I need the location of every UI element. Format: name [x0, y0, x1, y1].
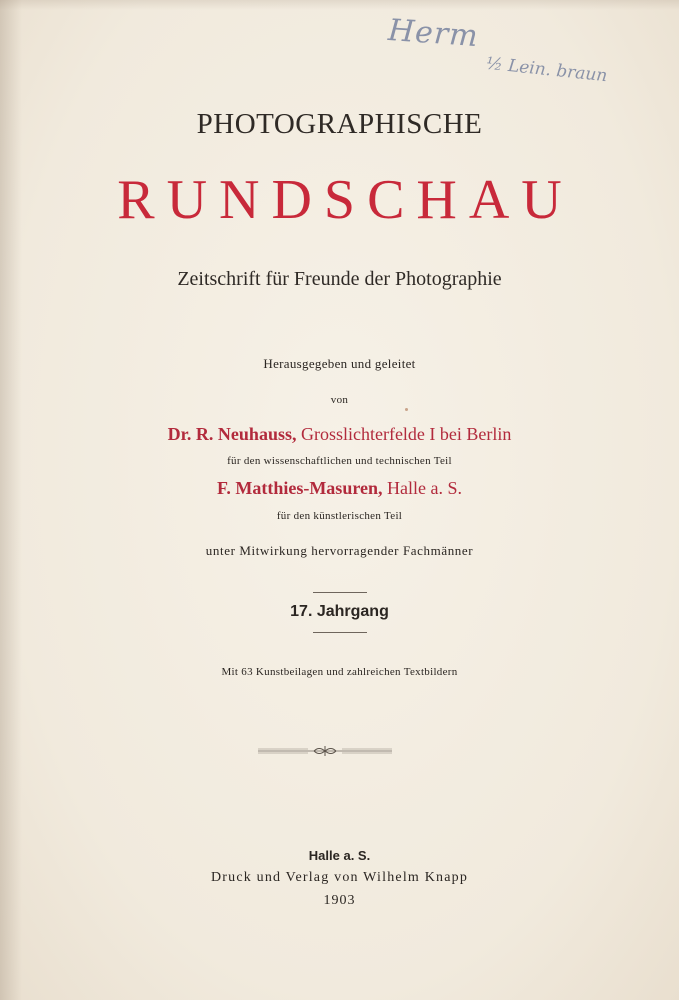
- editor-1: [0, 424, 679, 445]
- rule-below-volume: [313, 632, 367, 633]
- editor-1-name: Dr. R. Neuhauss,: [167, 424, 297, 444]
- imprint-publisher: Druck und Verlag von Wilhelm Knapp: [210, 870, 469, 885]
- main-title: RUNDSCHAU: [117, 169, 574, 231]
- editor-2-place: Halle a. S.: [387, 478, 462, 498]
- editor-1-place: Grosslichterfelde I bei Berlin: [300, 424, 512, 444]
- editor-2: [0, 478, 679, 499]
- supplements-line: Mit 63 Kunstbeilagen und zahlreichen Textbildern: [221, 666, 458, 678]
- editors-von: von: [330, 394, 349, 406]
- paper-speck: [405, 408, 408, 411]
- editor-1-role: für den wissenschaftlichen und technischen Teil: [227, 455, 452, 467]
- editor-2-role: für den künstlerischen Teil: [276, 510, 403, 522]
- editors-intro: Herausgegeben und geleitet: [263, 356, 416, 371]
- supratitle: PHOTOGRAPHISCHE: [196, 108, 483, 140]
- imprint-year: 1903: [323, 893, 356, 908]
- imprint-city: Halle a. S.: [308, 848, 371, 863]
- handwritten-name: Herm: [386, 12, 480, 55]
- collaboration-line: unter Mitwirkung hervorragender Fachmänner: [205, 543, 474, 558]
- editor-2-name: F. Matthies-Masuren,: [217, 478, 383, 498]
- page-top-edge: [0, 0, 679, 10]
- volume-jahrgang: 17. Jahrgang: [290, 603, 389, 620]
- ornament-divider-icon: [258, 744, 392, 758]
- rule-above-volume: [313, 592, 367, 593]
- handwritten-note: ½ Lein. braun: [485, 53, 609, 87]
- subtitle: Zeitschrift für Freunde der Photographie: [177, 268, 502, 290]
